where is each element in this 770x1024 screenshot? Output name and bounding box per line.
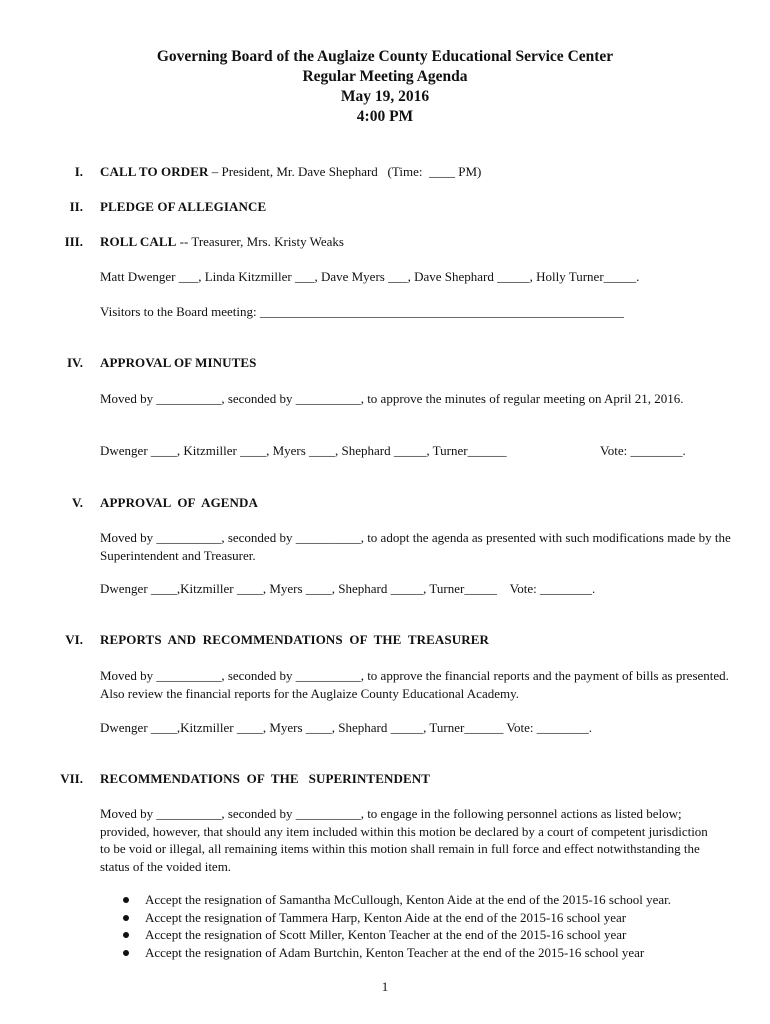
section-heading <box>100 163 481 181</box>
section-heading <box>100 198 266 216</box>
section-numeral: I. <box>74 164 83 179</box>
title-date: May 19, 2016 <box>340 88 430 105</box>
heading-label: PLEDGE OF ALLEGIANCE <box>100 199 267 214</box>
bullet-icon <box>123 897 129 903</box>
list-item-text: Accept the resignation of Tammera Harp, Kenton Aide at the end of the 2015-16 school year <box>145 909 627 925</box>
heading-label: REPORTS AND RECOMMENDATIONS OF THE TREASURER <box>100 632 489 647</box>
vote-tally: Dwenger ____,Kitzmiller ____, Myers ____, Shephard _____, Turner_____ Vote: ________. <box>100 581 596 596</box>
list-item-text: Accept the resignation of Adam Burtchin, Kenton Teacher at the end of the 2015-16 school year <box>145 944 645 960</box>
section-numeral: VII. <box>60 771 83 786</box>
title-agenda-type: Regular Meeting Agenda <box>302 68 468 85</box>
heading-label: CALL TO ORDER <box>100 164 209 179</box>
list-item <box>120 944 671 962</box>
title-organization: Governing Board of the Auglaize County Educational Service Center <box>156 48 614 65</box>
section-numeral: IV. <box>66 355 83 370</box>
heading-label: ROLL CALL <box>100 234 177 249</box>
title-time: 4:00 PM <box>356 108 414 125</box>
section-heading <box>100 631 489 649</box>
bullet-icon <box>123 915 129 921</box>
personnel-actions-list <box>120 891 671 961</box>
section-heading <box>100 494 258 512</box>
section-heading <box>100 770 430 788</box>
page-number: 1 <box>381 979 389 994</box>
heading-label: APPROVAL OF AGENDA <box>100 495 259 510</box>
list-item-text: Accept the resignation of Scott Miller, Kenton Teacher at the end of the 2015-16 school year <box>145 927 627 942</box>
heading-detail: – President, Mr. Dave Shephard (Time: ____ PM) <box>208 164 482 179</box>
vote-tally: Dwenger ____,Kitzmiller ____, Myers ____, Shephard _____, Turner______ Vote: ________. <box>100 720 593 735</box>
list-item <box>120 909 671 927</box>
motion-text: Moved by __________, seconded by __________, to approve the financial reports and the payment of bills as presented. Also review the financial reports for the Auglaize County Educational Academy. <box>100 668 729 701</box>
document-title <box>0 47 770 127</box>
section-numeral: II. <box>69 199 83 214</box>
section-numeral: VI. <box>65 632 83 647</box>
motion-text: Moved by __________, seconded by __________, to approve the minutes of regular meeting on April 21, 2016. <box>100 391 684 406</box>
vote-total: Vote: ________. <box>600 443 686 458</box>
roll-call-names: Matt Dwenger ___, Linda Kitzmiller ___, Dave Myers ___, Dave Shephard _____, Holly Turner_____. <box>100 269 640 284</box>
bullet-icon <box>123 932 129 938</box>
section-numeral: V. <box>72 495 83 510</box>
section-heading <box>100 233 344 251</box>
section-heading <box>100 354 256 372</box>
heading-label: APPROVAL OF MINUTES <box>100 355 257 370</box>
heading-label: RECOMMENDATIONS OF THE SUPERINTENDENT <box>100 771 430 786</box>
list-item <box>120 926 671 944</box>
visitors-line: Visitors to the Board meeting: ________________________________________________________ <box>100 304 624 319</box>
motion-text: Moved by __________, seconded by __________, to engage in the following personnel actions as listed below; provided, however, that should any item included within this motion be declared by a court of competent jurisdiction to be void or illegal, all remaining items within this motion shall remain in full force and effect notwithstanding the status of the voided item. <box>100 806 708 874</box>
motion-text: Moved by __________, seconded by __________, to adopt the agenda as presented with such modifications made by the Superintendent and Treasurer. <box>100 530 731 563</box>
section-numeral: III. <box>64 234 83 249</box>
list-item <box>120 891 671 909</box>
vote-tally: Dwenger ____, Kitzmiller ____, Myers ____, Shephard _____, Turner______ <box>100 443 507 458</box>
bullet-icon <box>123 950 129 956</box>
list-item-text: Accept the resignation of Samantha McCullough, Kenton Aide at the end of the 2015-16 school year. <box>145 892 672 907</box>
heading-detail: -- Treasurer, Mrs. Kristy Weaks <box>176 234 344 249</box>
